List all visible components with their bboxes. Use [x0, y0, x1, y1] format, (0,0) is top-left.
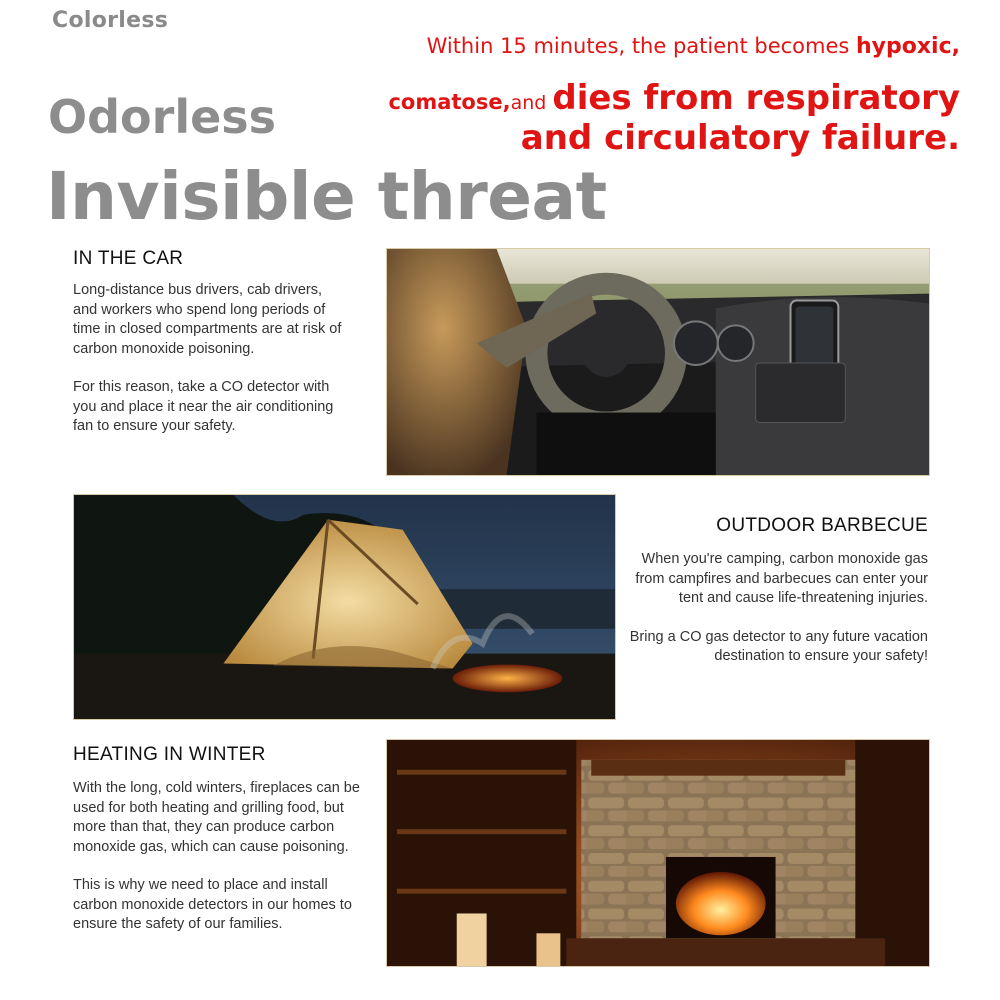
car-paragraph-2: For this reason, take a CO detector with you and place it near the air conditioning fan to ensure your safety.: [73, 379, 334, 434]
winter-section-text: [73, 779, 368, 954]
fireplace-photo: [386, 739, 930, 967]
winter-paragraph-1: With the long, cold winters, fireplaces can be used for both heating and grilling food, but more than that, they can produce carbon monoxide gas, which can cause poisoning.: [73, 780, 360, 855]
warning-and: and: [510, 92, 553, 114]
camping-tent-photo: [73, 494, 616, 720]
warning-line-1: [427, 34, 960, 59]
winter-paragraph-2: This is why we need to place and install carbon monoxide detectors in our homes to ensure the safety of our families.: [73, 877, 352, 932]
barbecue-section-title: OUTDOOR BARBECUE: [716, 515, 928, 536]
warning-line-3: and circulatory failure.: [520, 118, 960, 158]
car-dashboard-photo: [386, 248, 930, 476]
barbecue-paragraph-2: Bring a CO gas detector to any future vacation destination to ensure your safety!: [629, 628, 928, 664]
warning-comatose: comatose,: [388, 90, 511, 114]
winter-section-title: HEATING IN WINTER: [73, 744, 266, 765]
warning-line-1-text: Within 15 minutes, the patient becomes: [426, 34, 856, 58]
car-paragraph-1: Long-distance bus drivers, cab drivers, and workers who spend long periods of time in closed compartments are at risk of carbon monoxide poisoning.: [73, 282, 342, 357]
warning-dies: dies from respiratory: [552, 78, 960, 118]
headline-odorless: Odorless: [48, 90, 277, 144]
warning-hypoxic: hypoxic,: [856, 34, 960, 59]
headline-colorless: Colorless: [52, 8, 169, 33]
barbecue-section-text: [628, 550, 928, 686]
car-section-text: [73, 281, 348, 456]
headline-invisible-threat: Invisible threat: [46, 158, 607, 235]
barbecue-paragraph-1: When you're camping, carbon monoxide gas from campfires and barbecues can enter your tent and cause life-threatening injuries.: [635, 551, 928, 606]
warning-line-2: [388, 78, 960, 118]
car-section-title: IN THE CAR: [73, 248, 184, 269]
